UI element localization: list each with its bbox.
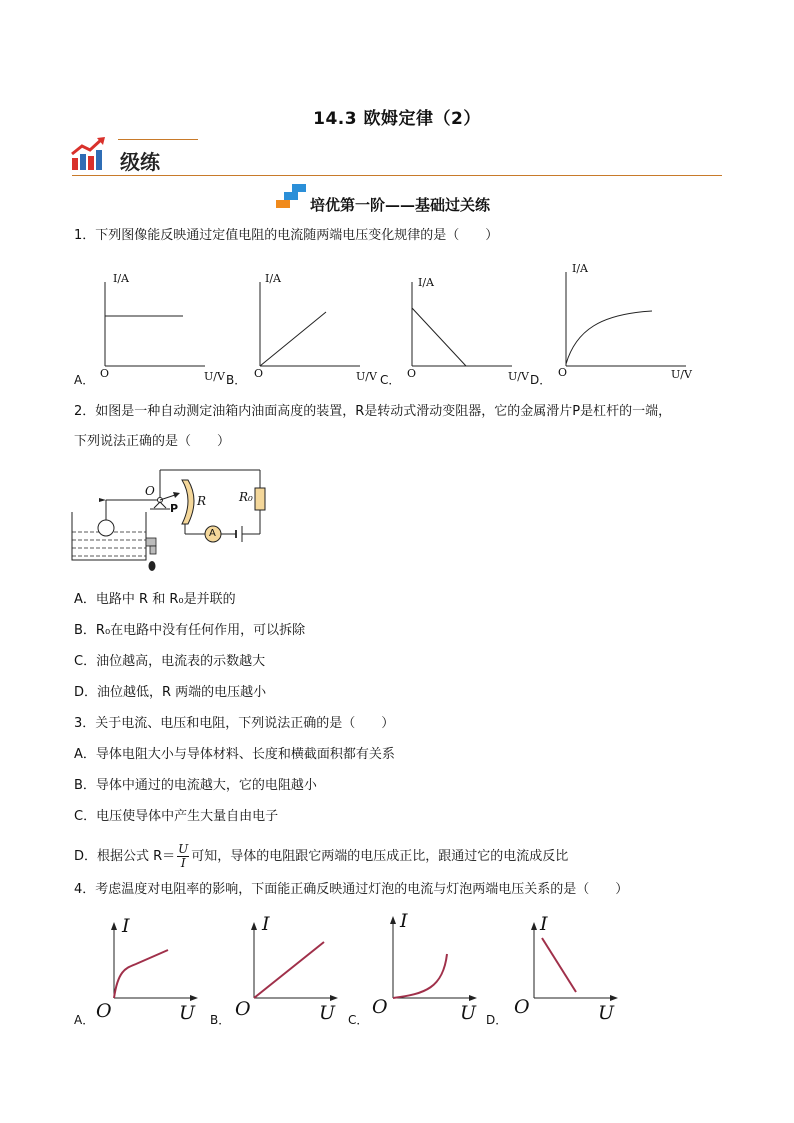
formula-fraction — [177, 843, 189, 870]
q4-c-origin: O — [372, 996, 388, 1018]
q1-b-origin: O — [254, 367, 264, 380]
q4-graph-a — [96, 910, 206, 1010]
q1-b-x-label: U/V — [356, 370, 377, 383]
resistor-label-r0: R₀ — [239, 490, 253, 504]
q4-a-y-label: I — [122, 915, 130, 937]
q4-c-x-label: U — [460, 1002, 477, 1024]
q3-option-c: C．电压使导体中产生大量自由电子 — [74, 809, 279, 824]
q4-d-y-label: I — [540, 913, 548, 935]
slider-label-p: P — [170, 502, 179, 515]
q4-option-b: B． — [210, 1013, 231, 1027]
q3-option-d-suffix: 可知，导体的电阻跟它两端的电压成正比，跟通过它的电流成反比 — [191, 848, 569, 864]
q3-option-d-prefix: D．根据公式 R＝ — [74, 848, 176, 864]
q1-c-y-label: I/A — [418, 276, 434, 289]
q1-a-y-label: I/A — [113, 272, 129, 285]
q4-option-a: A． — [74, 1013, 95, 1027]
q3-option-a: A．导体电阻大小与导体材料、长度和横截面积都有关系 — [74, 747, 395, 762]
rheostat-label-r: R — [197, 494, 207, 508]
q1-graph-d — [556, 270, 696, 380]
q4-graph-b — [236, 910, 346, 1010]
header-rule — [72, 175, 722, 176]
question-2-line-2: 下列说法正确的是（ ） — [74, 434, 231, 449]
q3-option-d — [74, 843, 568, 870]
fraction-denominator: I — [180, 856, 186, 870]
q3-option-b: B．导体中通过的电流越大，它的电阻越小 — [74, 778, 317, 793]
header-rule-top — [118, 139, 198, 140]
question-4: 4．考虑温度对电阻率的影响，下面能正确反映通过灯泡的电流与灯泡两端电压关系的是（ ） — [74, 882, 629, 897]
q4-option-c: C． — [348, 1013, 369, 1027]
section-label: 级练 — [120, 150, 160, 174]
q2-option-b: B．R₀在电路中没有任何作用，可以拆除 — [74, 623, 306, 638]
q4-option-d: D． — [486, 1013, 508, 1027]
q1-a-x-label: U/V — [204, 370, 225, 383]
fuel-gauge-circuit-diagram — [70, 462, 280, 577]
q1-option-b: B． — [226, 373, 247, 387]
chart-growth-icon — [70, 136, 110, 172]
q4-graph-c — [375, 900, 490, 1010]
q1-d-origin: O — [558, 366, 568, 379]
q1-graph-b — [250, 270, 380, 380]
q1-option-a: A． — [74, 373, 95, 387]
pivot-label-o: O — [145, 484, 155, 498]
q1-c-x-label: U/V — [508, 370, 529, 383]
q4-graph-d — [516, 910, 626, 1010]
q1-d-y-label: I/A — [572, 262, 588, 275]
q2-option-c: C．油位越高，电流表的示数越大 — [74, 654, 266, 669]
q4-d-origin: O — [514, 996, 530, 1018]
q1-d-x-label: U/V — [671, 368, 692, 381]
q1-c-origin: O — [407, 367, 417, 380]
q4-b-y-label: I — [262, 913, 270, 935]
q4-a-origin: O — [96, 1000, 112, 1022]
q4-d-x-label: U — [598, 1002, 615, 1024]
question-3: 3．关于电流、电压和电阻，下列说法正确的是（ ） — [74, 716, 395, 731]
q1-graph-a — [95, 270, 225, 380]
fraction-numerator: U — [178, 842, 189, 856]
question-2-line-1: 2．如图是一种自动测定油箱内油面高度的装置，R是转动式滑动变阻器，它的金属滑片P是杠杆的一端， — [74, 404, 672, 419]
ammeter-label: A — [209, 528, 216, 539]
q4-a-x-label: U — [179, 1002, 196, 1024]
question-1: 1．下列图像能反映通过定值电阻的电流随两端电压变化规律的是（ ） — [74, 228, 499, 243]
q4-b-origin: O — [235, 998, 251, 1020]
page-title: 14.3 欧姆定律（2） — [313, 109, 481, 129]
q2-option-a: A．电路中 R 和 R₀是并联的 — [74, 592, 236, 607]
stairs-icon — [276, 182, 310, 210]
q4-c-y-label: I — [400, 910, 408, 932]
q1-b-y-label: I/A — [265, 272, 281, 285]
q1-option-d: D． — [530, 373, 552, 387]
stage-title: 培优第一阶——基础过关练 — [310, 196, 491, 214]
q4-b-x-label: U — [319, 1002, 336, 1024]
q1-a-origin: O — [100, 367, 110, 380]
q1-option-c: C． — [380, 373, 401, 387]
q2-option-d: D．油位越低，R 两端的电压越小 — [74, 685, 267, 700]
